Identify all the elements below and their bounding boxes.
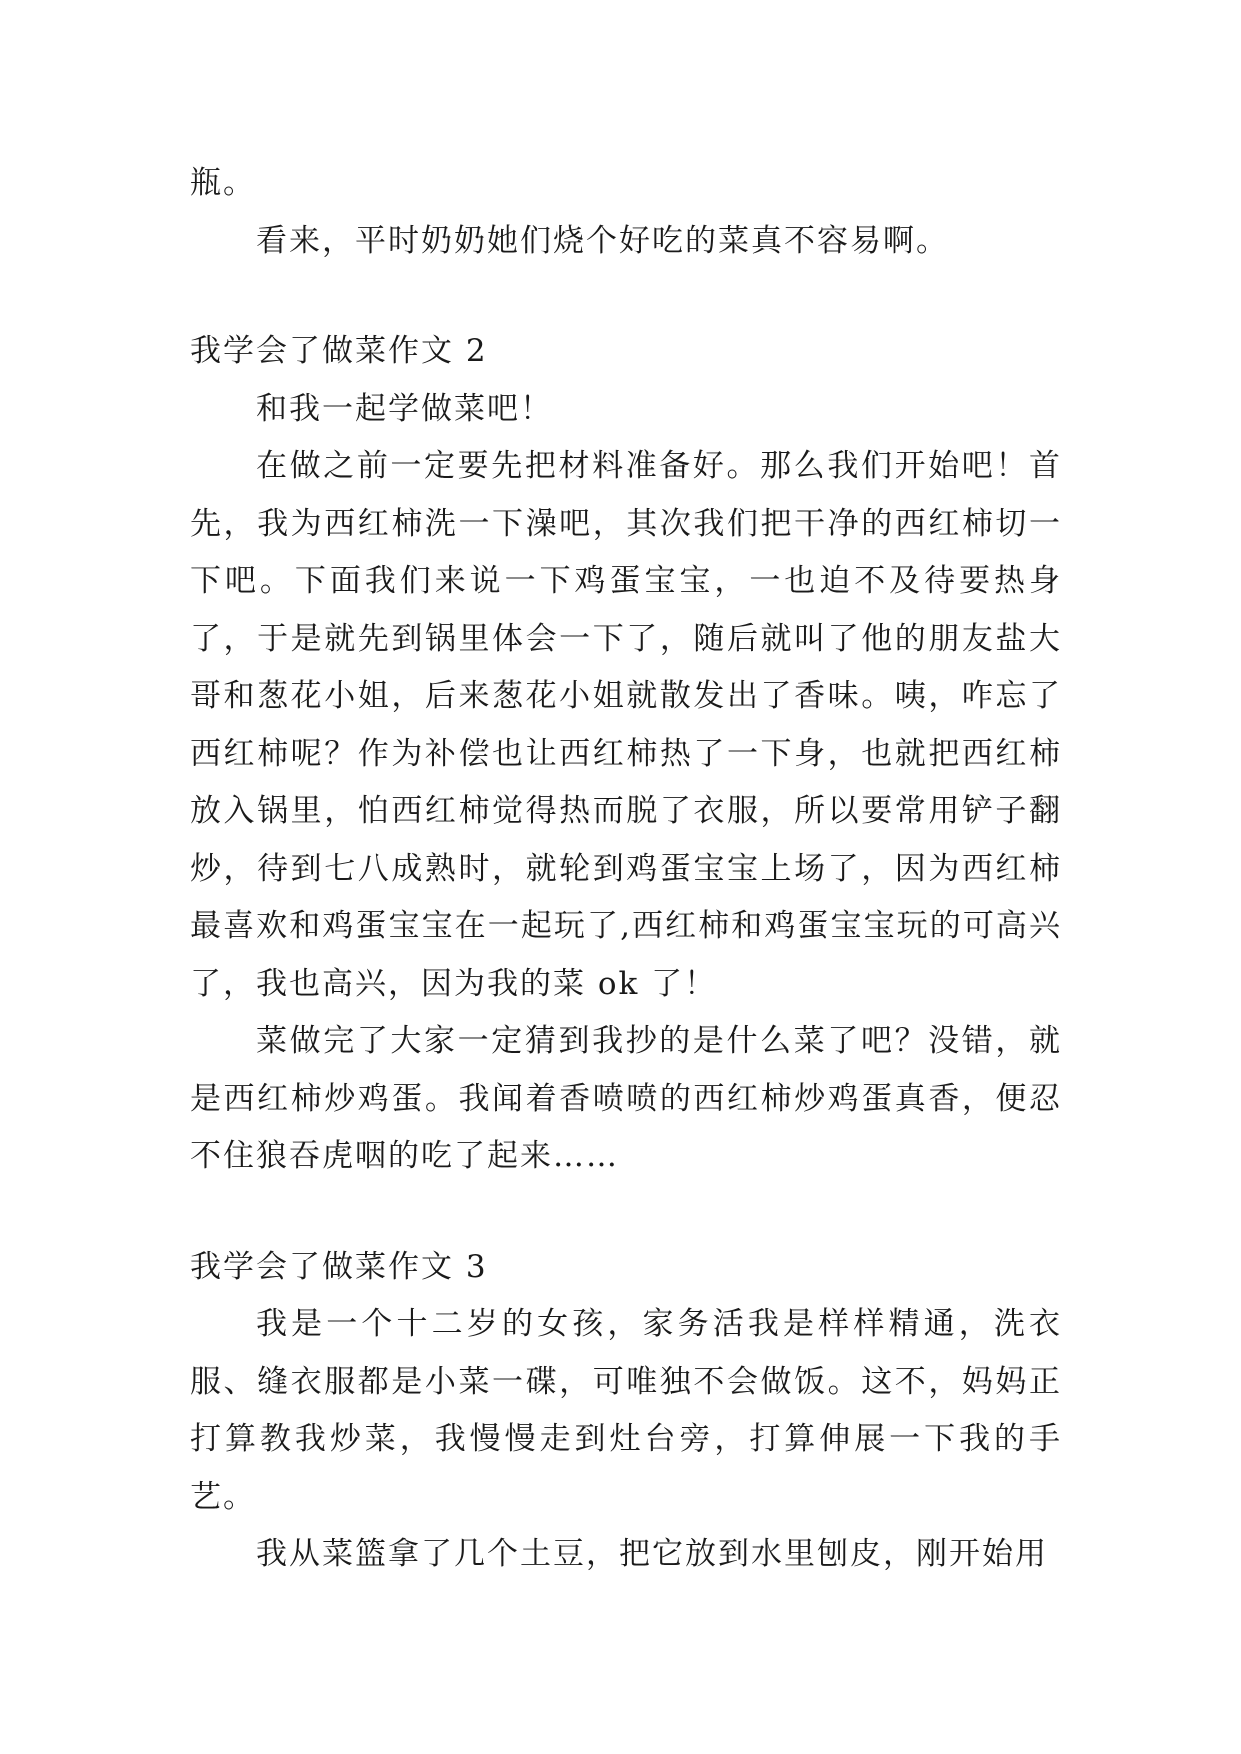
essay-2-title: 我学会了做菜作文 2 bbox=[190, 333, 488, 369]
paragraph: 看来，平时奶奶她们烧个好吃的菜真不容易啊。 bbox=[256, 222, 949, 259]
paragraph: 和我一起学做菜吧！ bbox=[256, 390, 553, 427]
paragraph: 我从菜篮拿了几个土豆，把它放到水里刨皮，刚开始用 bbox=[256, 1536, 1048, 1572]
paragraph: 在做之前一定要先把材料准备好。那么我们开始吧！首先，我为西红柿洗一下澡吧，其次我们把干净的西红柿切一下吧。下面我们来说一下鸡蛋宝宝，一也迫不及待要热身了，于是就先到锅里体会一下了，随后就叫了他的朋友盐大哥和葱花小姐，后来葱花小姐就散发出了香味。咦，咋忘了西红柿呢？作为补偿也让西红柿热了一下身，也就把西红柿放入锅里，怕西红柿觉得热而脱了衣服，所以要常用铲子翻炒，待到七八成熟时，就轮到鸡蛋宝宝上场了，因为西红柿最喜欢和鸡蛋宝宝在一起玩了,西红柿和鸡蛋宝宝玩的可高兴了，我也高兴，因为我的菜 ok 了！ bbox=[190, 448, 1062, 1002]
document-body bbox=[190, 155, 1062, 1584]
continuation-fragment: 瓶。 bbox=[190, 165, 256, 201]
paragraph: 我是一个十二岁的女孩，家务活我是样样精通，洗衣服、缝衣服都是小菜一碟，可唯独不会做饭。这不，妈妈正打算教我炒菜，我慢慢走到灶台旁，打算伸展一下我的手艺。 bbox=[190, 1306, 1062, 1515]
paragraph: 菜做完了大家一定猜到我抄的是什么菜了吧？没错，就是西红柿炒鸡蛋。我闻着香喷喷的西红柿炒鸡蛋真香，便忍不住狼吞虎咽的吃了起来…… bbox=[190, 1023, 1062, 1174]
essay-3-title: 我学会了做菜作文 3 bbox=[190, 1248, 488, 1285]
